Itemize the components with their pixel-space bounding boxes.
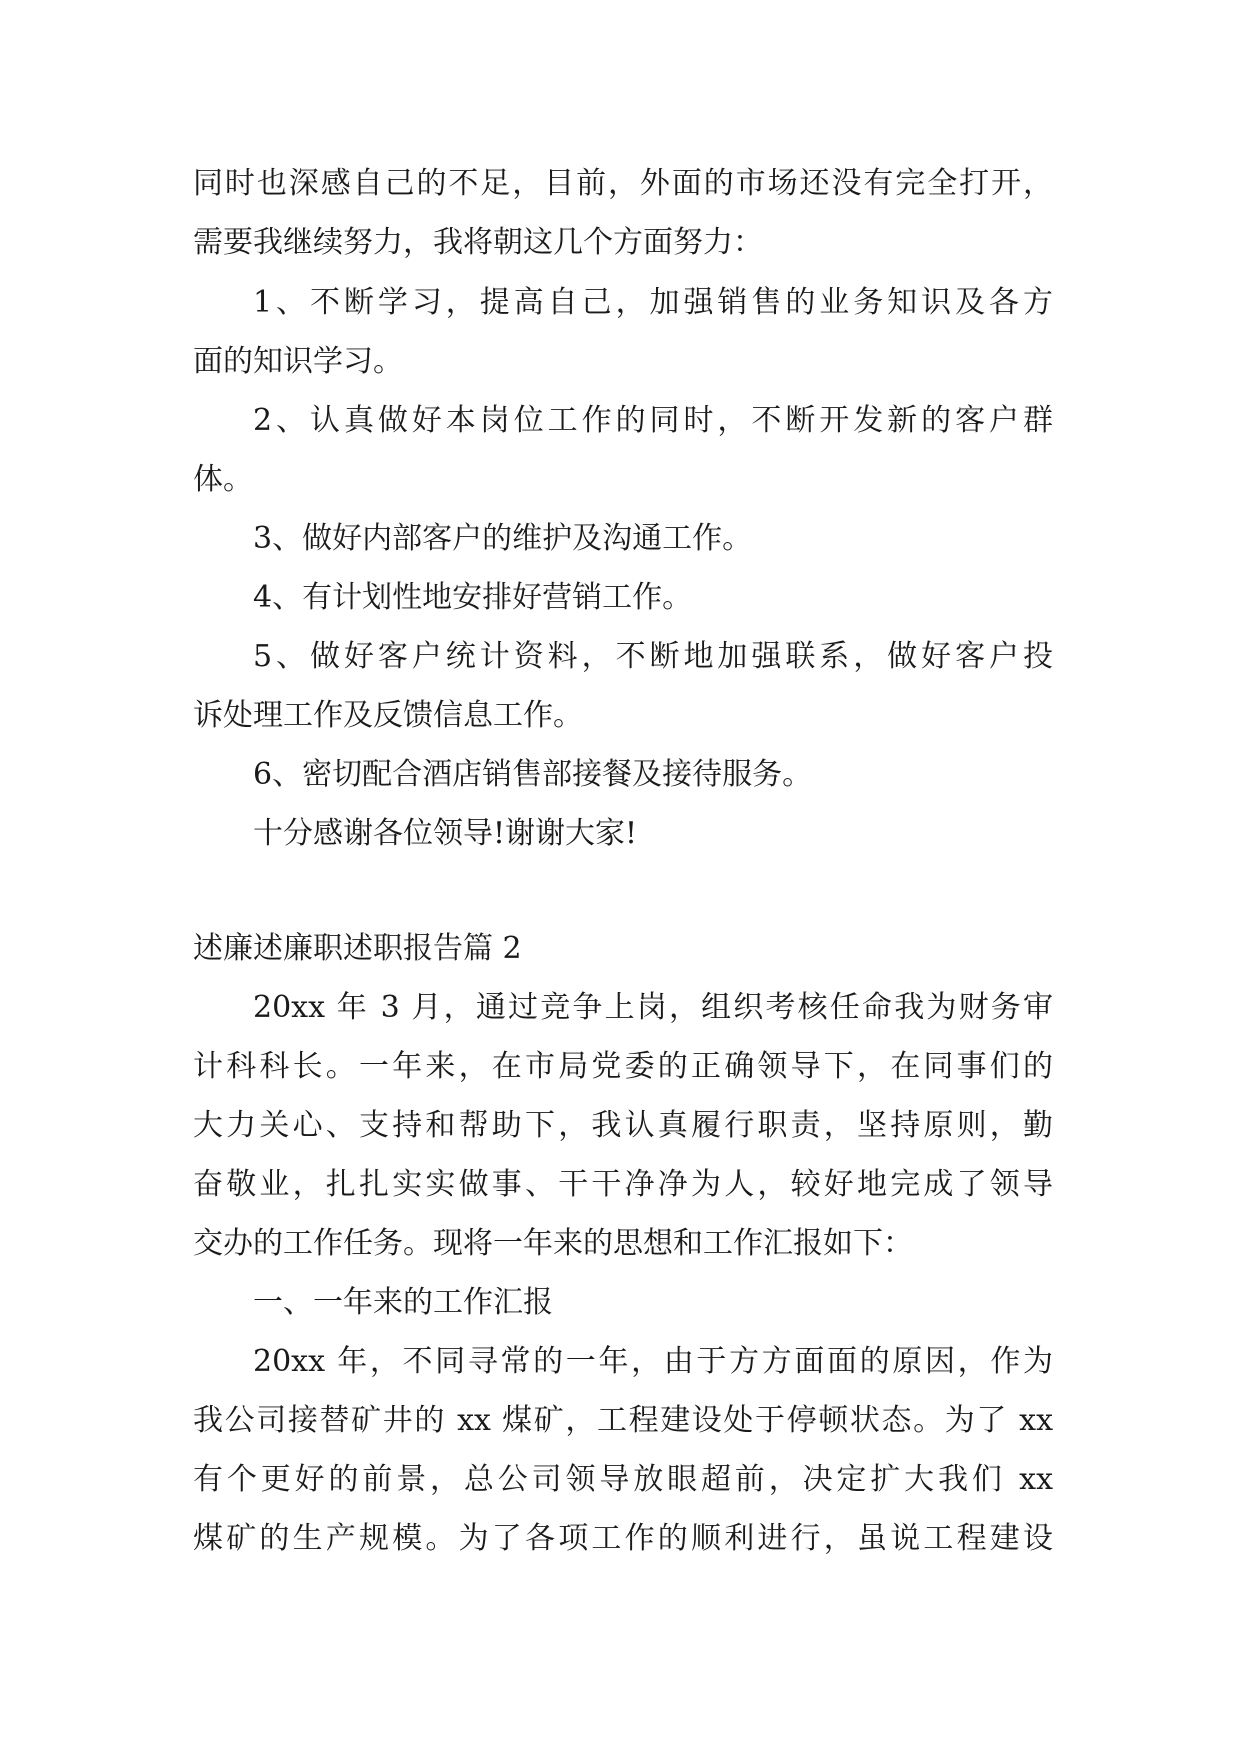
text-line: 需要我继续努力，我将朝这几个方面努力： <box>193 225 763 260</box>
subheading: 一、一年来的工作汇报 <box>253 1285 553 1320</box>
text-line: 奋敬业，扎扎实实做事、干干净净为人，较好地完成了领导 <box>193 1167 1053 1202</box>
text-line: 4、有计划性地安排好营销工作。 <box>253 580 693 615</box>
text-line: 交办的工作任务。现将一年来的思想和工作汇报如下： <box>193 1226 913 1261</box>
text-line: 体。 <box>193 462 253 497</box>
text-line: 煤矿的生产规模。为了各项工作的顺利进行，虽说工程建设 <box>193 1521 1053 1556</box>
text-line: 我公司接替矿井的 xx 煤矿，工程建设处于停顿状态。为了 xx <box>193 1403 1053 1438</box>
text-line: 5、做好客户统计资料，不断地加强联系，做好客户投 <box>253 639 1053 674</box>
text-line: 同时也深感自己的不足，目前，外面的市场还没有完全打开， <box>193 166 1053 201</box>
text-line: 计科科长。一年来，在市局党委的正确领导下，在同事们的 <box>193 1049 1053 1084</box>
text-line: 3、做好内部客户的维护及沟通工作。 <box>253 521 753 556</box>
text-line: 20xx 年 3 月，通过竞争上岗，组织考核任命我为财务审 <box>253 990 1053 1025</box>
text-line: 1、不断学习，提高自己，加强销售的业务知识及各方 <box>253 285 1053 320</box>
text-line: 2、认真做好本岗位工作的同时，不断开发新的客户群 <box>253 403 1053 438</box>
text-line: 大力关心、支持和帮助下，我认真履行职责，坚持原则，勤 <box>193 1108 1053 1143</box>
text-line: 有个更好的前景，总公司领导放眼超前，决定扩大我们 xx <box>193 1462 1053 1497</box>
text-line: 诉处理工作及反馈信息工作。 <box>193 698 583 733</box>
text-line: 面的知识学习。 <box>193 344 403 379</box>
text-line: 十分感谢各位领导!谢谢大家! <box>253 816 638 851</box>
text-line: 20xx 年，不同寻常的一年，由于方方面面的原因，作为 <box>253 1344 1053 1379</box>
section-heading: 述廉述廉职述职报告篇 2 <box>193 931 522 966</box>
text-line: 6、密切配合酒店销售部接餐及接待服务。 <box>253 757 813 792</box>
